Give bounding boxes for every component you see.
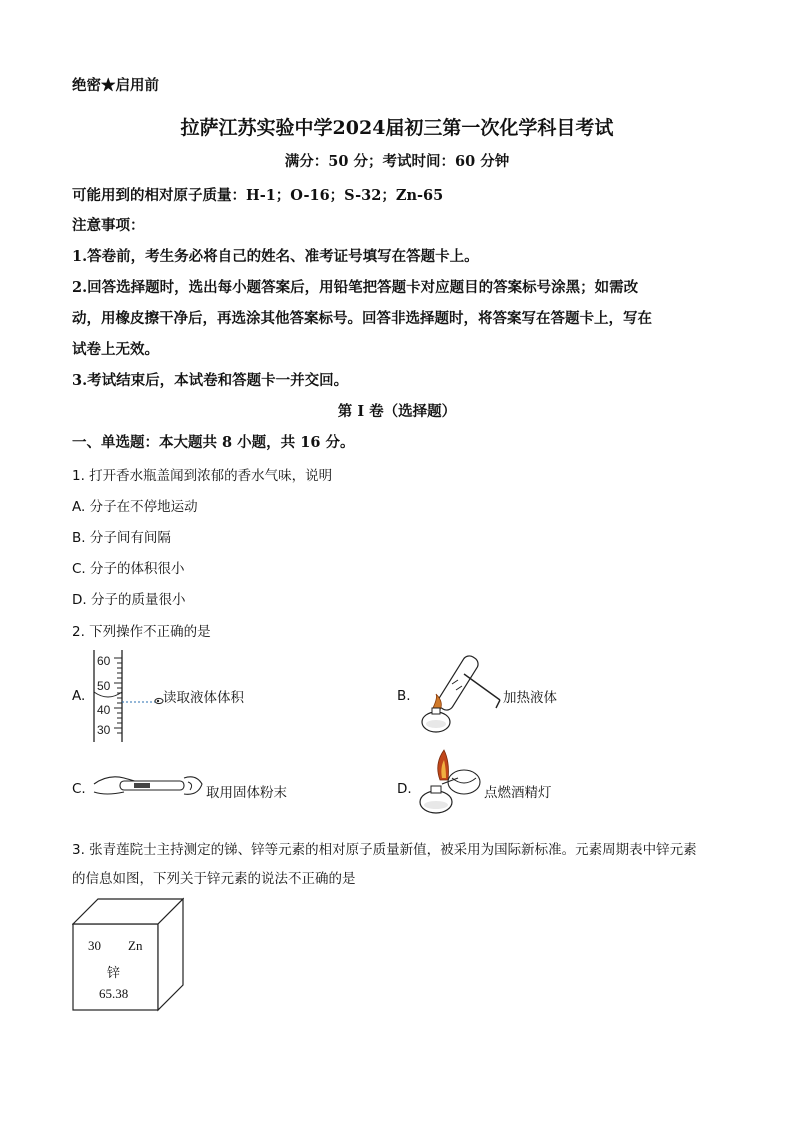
q2-option-b-caption: 加热液体 [503,690,557,706]
q1-option-a: A. 分子在不停地运动 [72,499,198,515]
cylinder-tick-30: 30 [97,723,111,737]
note-item-1: 1.答卷前，考生务必将自己的姓名、准考证号填写在答题卡上。 [72,248,479,265]
q1-option-d: D. 分子的质量很小 [72,592,186,608]
exam-title: 拉萨江苏实验中学2024届初三第一次化学科目考试 [180,117,614,139]
element-name: 锌 [107,966,121,981]
q3-stem-line-2: 的信息如图，下列关于锌元素的说法不正确的是 [72,871,356,887]
q2-option-a-caption: 读取液体体积 [163,690,244,706]
part-title: 第 I 卷（选择题） [337,403,457,420]
q3-stem-line-1: 3. 张青莲院士主持测定的锑、锌等元素的相对原子质量新值，被采用为国际新标准。元素周期表中锌元素 [72,842,697,858]
heating-liquid-diagram [412,650,512,742]
q2-option-a-letter: A. [72,688,86,704]
q2-option-d-caption: 点燃酒精灯 [484,785,552,801]
q1-stem: 1. 打开香水瓶盖闻到浓郁的香水气味，说明 [72,468,333,484]
element-symbol: Zn [128,938,143,953]
q2-option-d-letter: D. [397,781,412,797]
cylinder-tick-60: 60 [97,654,111,668]
section-heading: 一、单选题：本大题共 8 小题，共 16 分。 [72,434,355,451]
note-item-3: 3.考试结束后，本试卷和答题卡一并交回。 [72,372,349,389]
note-item-2-line-1: 2.回答选择题时，选出每小题答案后，用铅笔把答题卡对应题目的答案标号涂黑；如需改 [72,279,639,296]
element-atomic-number: 30 [88,938,101,953]
q2-option-c-letter: C. [72,781,86,797]
q1-option-c: C. 分子的体积很小 [72,561,185,577]
q1-option-b: B. 分子间有间隔 [72,530,171,546]
note-item-2-line-3: 试卷上无效。 [72,341,159,358]
note-item-2-line-2: 动，用橡皮擦干净后，再选涂其他答案标号。回答非选择题时，将答案写在答题卡上，写在 [72,310,652,327]
cylinder-tick-40: 40 [97,703,111,717]
q2-stem: 2. 下列操作不正确的是 [72,624,211,640]
notes-heading: 注意事项： [72,217,145,234]
q2-option-b-letter: B. [397,688,411,704]
secret-mark: 绝密★启用前 [72,77,159,94]
element-atomic-mass: 65.38 [99,986,129,1001]
exam-subtitle: 满分：50 分；考试时间：60 分钟 [284,153,510,170]
cylinder-tick-50: 50 [97,679,111,693]
alcohol-lamp-diagram [414,748,492,818]
powder-transfer-diagram [90,766,208,806]
atomic-masses: 可能用到的相对原子质量：H-1；O-16；S-32；Zn-65 [72,187,444,204]
q2-option-c-caption: 取用固体粉末 [206,785,287,801]
